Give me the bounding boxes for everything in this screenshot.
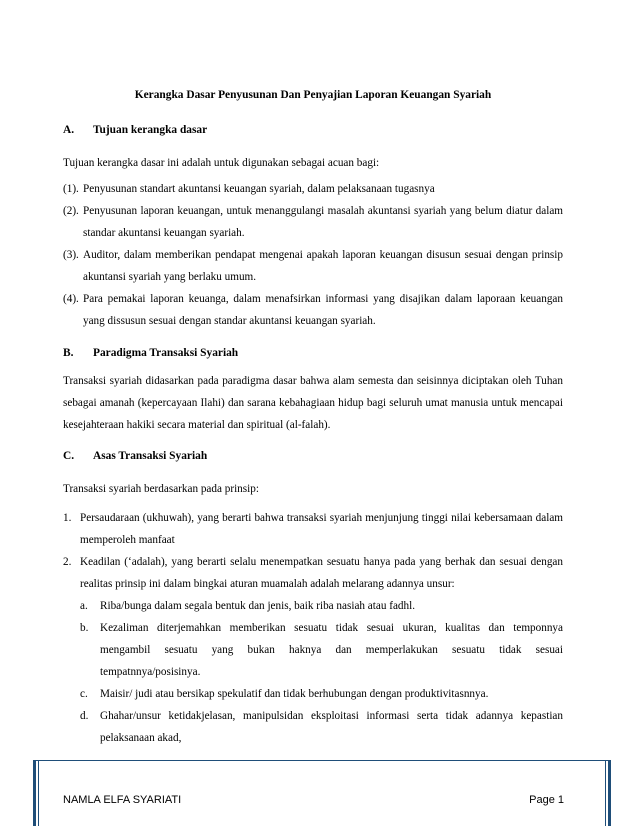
sub-list-item-text: Ghahar/unsur ketidakjelasan, manipulsidan eksploitasi informasi serta tidak adannya kepastian pelaksanaan akad,: [100, 710, 563, 744]
section-c-heading: [63, 448, 207, 464]
section-a-title: Tujuan kerangka dasar: [93, 124, 208, 136]
list-item-text: Penyusunan laporan keuangan, untuk menanggulangi masalah akuntansi syariah yang belum diatur dalam standar akuntansi keuangan syariah.: [83, 205, 563, 239]
footer-right-rule-thin: [605, 760, 606, 826]
sub-list-item-letter: a.: [80, 600, 88, 612]
list-item: [63, 200, 563, 244]
footer-right-rule: [608, 760, 611, 826]
list-item-number: 1.: [63, 512, 72, 524]
list-item-number: (1).: [63, 183, 79, 195]
list-item-text: Para pemakai laporan keuanga, dalam menafsirkan informasi yang disajikan dalam laporaan keuangan yang dissusun sesuai dengan standar akuntansi keuangan syariah.: [83, 293, 563, 327]
sub-list-item: [80, 683, 563, 705]
list-item-text: Penyusunan standart akuntansi keuangan syariah, dalam pelaksanaan tugasnya: [83, 183, 435, 195]
section-a-heading: [63, 122, 207, 138]
list-item-number: (4).: [63, 293, 79, 305]
footer-left-rule-thin: [38, 760, 39, 826]
section-a-list: [63, 178, 563, 332]
sub-list-item-letter: c.: [80, 688, 88, 700]
section-c-list: [63, 507, 563, 749]
list-item-number: (2).: [63, 205, 79, 217]
section-b-title: Paradigma Transaksi Syariah: [93, 347, 239, 359]
list-item-text: Persaudaraan (ukhuwah), yang berarti bahwa transaksi syariah menjunjung tinggi nilai kebersamaan dalam memperoleh manfaat: [80, 512, 563, 546]
section-a-intro: Tujuan kerangka dasar ini adalah untuk digunakan sebagai acuan bagi:: [63, 157, 380, 169]
footer-top-rule: [33, 760, 611, 761]
sub-list-item-text: Riba/bunga dalam segala bentuk dan jenis, baik riba nasiah atau fadhl.: [100, 600, 416, 612]
section-b-heading: [63, 345, 238, 361]
section-c-title: Asas Transaksi Syariah: [93, 450, 208, 462]
section-a-letter: A.: [63, 124, 75, 136]
sub-list-item: [80, 617, 563, 683]
section-c-intro: Transaksi syariah berdasarkan pada prinsip:: [63, 483, 259, 495]
sub-list: [80, 595, 563, 749]
list-item-text: Auditor, dalam memberikan pendapat mengenai apakah laporan keuangan disusun sesuai dengan prinsip akuntansi syariah yang berlaku umum.: [83, 249, 563, 283]
sub-list-item: [80, 595, 563, 617]
list-item: [63, 244, 563, 288]
list-item-text: Keadilan (‘adalah), yang berarti selalu menempatkan sesuatu hanya pada yang berhak dan sesuai dengan realitas prinsip ini dalam bingkai aturan muamalah adalah melarang adannya unsur:: [80, 556, 563, 590]
list-item-number: 2.: [63, 556, 72, 568]
sub-list-item: [80, 705, 563, 749]
section-b-body: Transaksi syariah didasarkan pada paradigma dasar bahwa alam semesta dan seisinnya diciptakan oleh Tuhan sebagai amanah (kepercayaan Ilahi) dan sarana kebahagiaan hidup bagi seluruh umat manusia untuk mencapai kesejahteraan hakiki secara material dan spiritual (al-falah).: [63, 375, 563, 431]
list-item-number: (3).: [63, 249, 79, 261]
sub-list-item-letter: b.: [80, 622, 89, 634]
sub-list-item-text: Kezaliman diterjemahkan memberikan sesuatu tidak sesuai ukuran, kualitas dan temponnya mengambil sesuatu yang bukan haknya dan memperlakukan sesuatu tidak sesuai tempatnnya/posisinya.: [100, 622, 563, 678]
footer-left-rule: [33, 760, 36, 826]
document-title: Kerangka Dasar Penyusunan Dan Penyajian Laporan Keuangan Syariah: [134, 89, 492, 101]
footer-author: NAMLA ELFA SYARIATI: [63, 794, 182, 806]
list-item: [63, 551, 563, 749]
sub-list-item-text: Maisir/ judi atau bersikap spekulatif dan tidak berhubungan dengan produktivitasnnya.: [100, 688, 489, 700]
sub-list-item-letter: d.: [80, 710, 89, 722]
list-item: [63, 288, 563, 332]
list-item: [63, 178, 563, 200]
section-c-letter: C.: [63, 450, 75, 462]
page-footer: [33, 760, 611, 826]
footer-page-number: Page 1: [529, 794, 564, 806]
section-b-letter: B.: [63, 347, 74, 359]
list-item: [63, 507, 563, 551]
